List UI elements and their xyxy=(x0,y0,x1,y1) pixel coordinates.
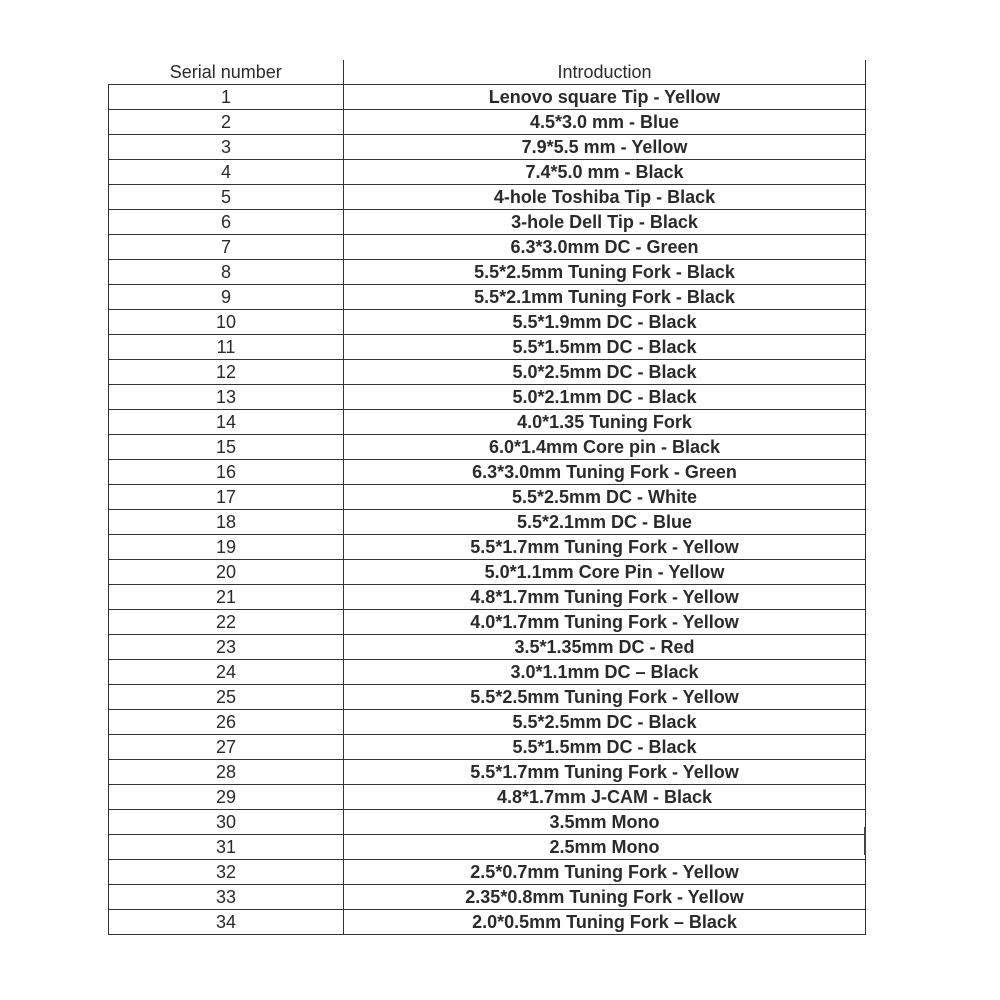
serial-number-cell: 25 xyxy=(109,685,344,710)
introduction-cell: 4.8*1.7mm J-CAM - Black xyxy=(344,785,866,810)
table-row xyxy=(109,585,866,610)
table-header-row xyxy=(109,60,866,85)
introduction-cell: 3.5mm Mono xyxy=(344,810,866,835)
table-row xyxy=(109,435,866,460)
introduction-cell: 3.0*1.1mm DC – Black xyxy=(344,660,866,685)
introduction-cell: 4.8*1.7mm Tuning Fork - Yellow xyxy=(344,585,866,610)
serial-number-cell: 28 xyxy=(109,760,344,785)
serial-number-cell: 15 xyxy=(109,435,344,460)
serial-number-cell: 13 xyxy=(109,385,344,410)
introduction-cell: 5.0*2.5mm DC - Black xyxy=(344,360,866,385)
introduction-cell: 5.0*2.1mm DC - Black xyxy=(344,385,866,410)
table-row xyxy=(109,510,866,535)
table-row xyxy=(109,660,866,685)
table-row xyxy=(109,210,866,235)
serial-number-cell: 26 xyxy=(109,710,344,735)
table-row xyxy=(109,335,866,360)
table-row xyxy=(109,485,866,510)
table-row xyxy=(109,685,866,710)
serial-number-cell: 11 xyxy=(109,335,344,360)
tip-specification-sheet xyxy=(108,60,865,935)
serial-number-cell: 1 xyxy=(109,85,344,110)
introduction-cell: 4.0*1.35 Tuning Fork xyxy=(344,410,866,435)
serial-number-cell: 23 xyxy=(109,635,344,660)
introduction-header: Introduction xyxy=(344,60,866,85)
introduction-cell: 2.5*0.7mm Tuning Fork - Yellow xyxy=(344,860,866,885)
table-row xyxy=(109,560,866,585)
introduction-cell: 4-hole Toshiba Tip - Black xyxy=(344,185,866,210)
serial-number-cell: 31 xyxy=(109,835,344,860)
table-row xyxy=(109,410,866,435)
table-row xyxy=(109,110,866,135)
table-row xyxy=(109,835,866,860)
table-row xyxy=(109,635,866,660)
serial-number-cell: 8 xyxy=(109,260,344,285)
table-row xyxy=(109,610,866,635)
serial-number-cell: 22 xyxy=(109,610,344,635)
table-row xyxy=(109,260,866,285)
introduction-cell: 5.5*1.9mm DC - Black xyxy=(344,310,866,335)
table-row xyxy=(109,85,866,110)
table-row xyxy=(109,285,866,310)
serial-number-cell: 10 xyxy=(109,310,344,335)
introduction-cell: 2.0*0.5mm Tuning Fork – Black xyxy=(344,910,866,935)
text-cursor-icon xyxy=(864,827,866,855)
serial-number-cell: 33 xyxy=(109,885,344,910)
table-row xyxy=(109,185,866,210)
serial-number-cell: 19 xyxy=(109,535,344,560)
introduction-cell: 3.5*1.35mm DC - Red xyxy=(344,635,866,660)
introduction-cell: 5.5*2.5mm Tuning Fork - Yellow xyxy=(344,685,866,710)
serial-number-cell: 32 xyxy=(109,860,344,885)
serial-number-cell: 29 xyxy=(109,785,344,810)
introduction-cell: 4.5*3.0 mm - Blue xyxy=(344,110,866,135)
table-row xyxy=(109,735,866,760)
serial-number-cell: 24 xyxy=(109,660,344,685)
serial-number-cell: 6 xyxy=(109,210,344,235)
serial-number-cell: 9 xyxy=(109,285,344,310)
introduction-cell: 5.5*1.5mm DC - Black xyxy=(344,735,866,760)
introduction-cell: 5.5*2.1mm Tuning Fork - Black xyxy=(344,285,866,310)
tip-specification-table xyxy=(108,60,866,935)
introduction-cell: 5.5*2.1mm DC - Blue xyxy=(344,510,866,535)
introduction-cell: 5.5*2.5mm Tuning Fork - Black xyxy=(344,260,866,285)
table-row xyxy=(109,535,866,560)
introduction-cell: 6.3*3.0mm DC - Green xyxy=(344,235,866,260)
serial-number-cell: 30 xyxy=(109,810,344,835)
serial-number-cell: 14 xyxy=(109,410,344,435)
serial-number-cell: 2 xyxy=(109,110,344,135)
table-row xyxy=(109,810,866,835)
introduction-cell: 7.9*5.5 mm - Yellow xyxy=(344,135,866,160)
serial-number-cell: 21 xyxy=(109,585,344,610)
introduction-cell: 5.5*2.5mm DC - Black xyxy=(344,710,866,735)
serial-number-cell: 34 xyxy=(109,910,344,935)
table-row xyxy=(109,860,866,885)
serial-number-cell: 12 xyxy=(109,360,344,385)
table-row xyxy=(109,235,866,260)
serial-number-cell: 16 xyxy=(109,460,344,485)
introduction-cell: 2.5mm Mono xyxy=(344,835,866,860)
serial-number-header: Serial number xyxy=(109,60,344,85)
introduction-cell: 4.0*1.7mm Tuning Fork - Yellow xyxy=(344,610,866,635)
table-row xyxy=(109,710,866,735)
table-row xyxy=(109,885,866,910)
serial-number-cell: 20 xyxy=(109,560,344,585)
serial-number-cell: 3 xyxy=(109,135,344,160)
table-row xyxy=(109,160,866,185)
table-row xyxy=(109,135,866,160)
table-row xyxy=(109,460,866,485)
table-row xyxy=(109,385,866,410)
serial-number-cell: 27 xyxy=(109,735,344,760)
introduction-cell: 7.4*5.0 mm - Black xyxy=(344,160,866,185)
introduction-cell: 6.3*3.0mm Tuning Fork - Green xyxy=(344,460,866,485)
serial-number-cell: 17 xyxy=(109,485,344,510)
serial-number-cell: 5 xyxy=(109,185,344,210)
introduction-cell: 3-hole Dell Tip - Black xyxy=(344,210,866,235)
introduction-cell: 5.0*1.1mm Core Pin - Yellow xyxy=(344,560,866,585)
introduction-cell: 5.5*1.7mm Tuning Fork - Yellow xyxy=(344,535,866,560)
table-row xyxy=(109,785,866,810)
introduction-cell: 5.5*2.5mm DC - White xyxy=(344,485,866,510)
introduction-cell: 6.0*1.4mm Core pin - Black xyxy=(344,435,866,460)
introduction-cell: 2.35*0.8mm Tuning Fork - Yellow xyxy=(344,885,866,910)
serial-number-cell: 4 xyxy=(109,160,344,185)
introduction-cell: Lenovo square Tip - Yellow xyxy=(344,85,866,110)
table-row xyxy=(109,360,866,385)
table-row xyxy=(109,310,866,335)
serial-number-cell: 7 xyxy=(109,235,344,260)
serial-number-cell: 18 xyxy=(109,510,344,535)
introduction-cell: 5.5*1.5mm DC - Black xyxy=(344,335,866,360)
table-row xyxy=(109,910,866,935)
table-row xyxy=(109,760,866,785)
introduction-cell: 5.5*1.7mm Tuning Fork - Yellow xyxy=(344,760,866,785)
